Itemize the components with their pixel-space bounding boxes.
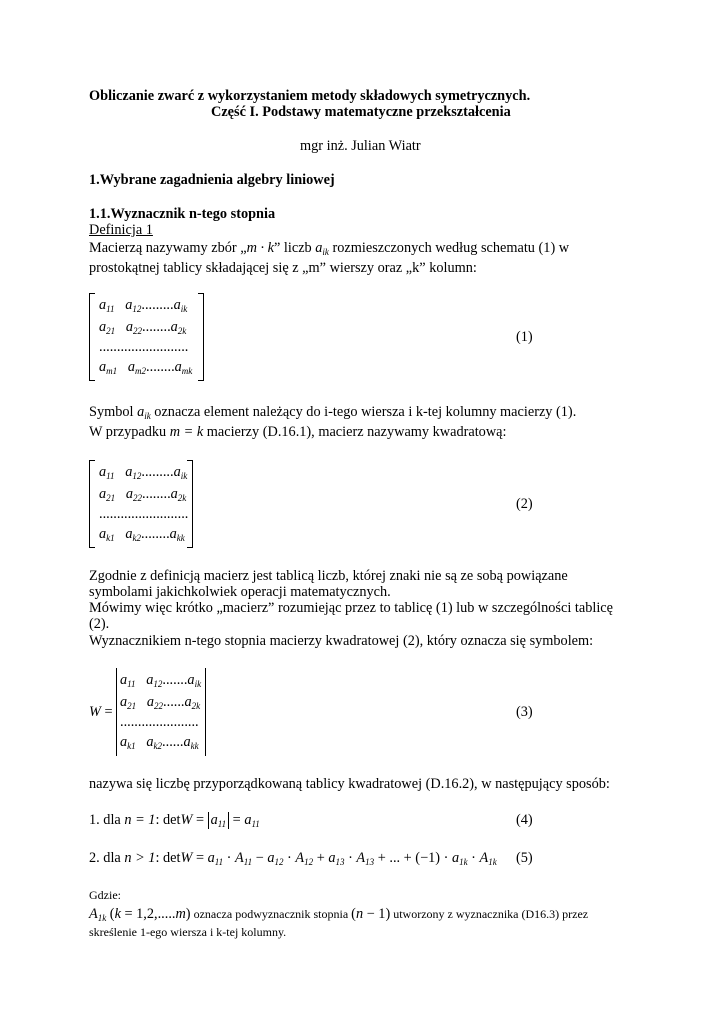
paragraph-text-line: (2).	[89, 616, 110, 632]
text-run: utworzony z wyznacznika (D16.3) przez	[393, 907, 589, 921]
paragraph-text-line: Zgodnie z definicją macierz jest tablicą liczb, której znaki nie są ze sobą powiązane	[89, 568, 568, 584]
math-n-greater-1: n > 1	[124, 850, 156, 866]
equation-number-3: (3)	[516, 704, 533, 720]
matrix-row: $a_{11}$ $a_{12}.......a_{ik}$	[120, 672, 202, 689]
where-definition-line2: skreślenie 1-ego wiersza i k-tej kolumny.	[89, 925, 287, 939]
equation-number-4: (4)	[516, 812, 533, 828]
text-run: :	[155, 850, 163, 866]
matrix-row: $a_{21}$ $a_{22}........a_{2k}$	[99, 319, 187, 336]
matrix-2	[89, 460, 193, 548]
bracket-right	[198, 293, 204, 381]
where-definition-line1: $A_{1k}$ (k = 1,2,.....m) oznacza podwyznacznik stopnia (n − 1) utworzony z wyznacznika (D16.3) przez	[89, 906, 589, 923]
matrix-row: $a_{11}$ $a_{12}.........a_{ik}$	[99, 464, 188, 481]
equation-number-5: (5)	[516, 850, 533, 866]
where-label: Gdzie:	[89, 888, 121, 902]
paragraph-symbol	[89, 404, 576, 421]
matrix-1	[89, 293, 204, 381]
section-heading-1-1: 1.1.Wyznacznik n-tego stopnia	[89, 206, 276, 222]
text-run: Macierzą nazywamy zbór „	[89, 240, 247, 256]
text-run: oznacza podwyznacznik stopnia	[193, 907, 352, 921]
paragraph-square-matrix	[89, 424, 506, 441]
matrix-row: $a_{11}$ $a_{12}.........a_{ik}$	[99, 297, 188, 314]
paragraph-text-line: symbolami jakichkolwiek operacji matematycznych.	[89, 584, 391, 600]
det-bar-right	[205, 668, 206, 756]
determinant-lhs: W =	[89, 704, 113, 720]
definition-label: Definicja 1	[89, 222, 153, 238]
paragraph-definition-line2: prostokątnej tablicy składającej się z „m” wierszy oraz „k” kolumn:	[89, 260, 477, 276]
equation-number-1: (1)	[516, 329, 533, 345]
document-title-line1: Obliczanie zwarć z wykorzystaniem metody składowych symetrycznych.	[89, 88, 531, 104]
text-run: rozmieszczonych według schematu (1) w	[328, 240, 570, 256]
math-a-ik: $a_{ik}$	[137, 404, 151, 421]
determinant-3	[116, 668, 206, 756]
matrix-row: $a_{m1}$ $a_{m2}........a_{mk}$	[99, 359, 193, 376]
bracket-right	[187, 460, 193, 548]
matrix-row: .........................	[99, 506, 189, 522]
text-run: Symbol	[89, 404, 138, 420]
equation-number-2: (2)	[516, 496, 533, 512]
det-bar-left	[116, 668, 117, 756]
math-m-times-k: m · k	[246, 240, 274, 256]
document-title-line2: Część I. Podstawy matematyczne przekształcenia	[211, 104, 511, 120]
bracket-left	[89, 460, 95, 548]
bracket-left	[89, 293, 95, 381]
text-run: macierzy (D.16.1), macierz nazywamy kwadratową:	[203, 424, 507, 440]
rule-1: 1. dla n = 1: $\det W = a_{11} = a_{11}$	[89, 812, 260, 829]
paragraph-definition-line1	[89, 240, 569, 257]
math-m-equals-k: m = k	[169, 424, 204, 440]
text-run: ” liczb	[273, 240, 316, 256]
text-run: 1. dla	[89, 812, 125, 828]
text-run: det	[162, 850, 181, 866]
rule-2: 2. dla n > 1: $\det W = a_{11} \cdot A_{11} - a_{12} \cdot A_{12} + a_{13} \cdot A_{13}$ + ... + $(-1) \cdot a_{1k} \cdot A_{1k}$	[89, 850, 497, 867]
matrix-row: $a_{21}$ $a_{22}........a_{2k}$	[99, 486, 187, 503]
section-heading-1: 1.Wybrane zagadnienia algebry liniowej	[89, 172, 335, 188]
paragraph-text-line: Mówimy więc krótko „macierz” rozumiejąc przez to tablicę (1) lub w szczególności tablicę	[89, 600, 613, 616]
math-a-ik: $a_{ik}$	[315, 240, 329, 257]
author: mgr inż. Julian Wiatr	[300, 138, 421, 154]
text-run: det	[162, 812, 181, 828]
text-run: oznacza element należący do i-tego wiersza i k-tej kolumny macierzy (1).	[150, 404, 577, 420]
abs-value: $a_{11}$	[208, 812, 230, 829]
matrix-row: $a_{21}$ $a_{22}......a_{2k}$	[120, 694, 201, 711]
matrix-row: $a_{k1}$ $a_{k2}......a_{kk}$	[120, 734, 199, 751]
text-run: W przypadku	[89, 424, 170, 440]
matrix-row: .........................	[99, 339, 189, 355]
paragraph-text-line: Wyznacznikiem n-tego stopnia macierzy kwadratowej (2), który oznacza się symbolem:	[89, 633, 594, 649]
text-run: :	[155, 812, 163, 828]
paragraph-text-line: nazywa się liczbę przyporządkowaną tablicy kwadratowej (D.16.2), w następujący sposób:	[89, 776, 610, 792]
text-run: 2. dla	[89, 850, 125, 866]
matrix-row: ......................	[120, 714, 199, 730]
math-n-equals-1: n = 1	[124, 812, 156, 828]
matrix-row: $a_{k1}$ $a_{k2}........a_{kk}$	[99, 526, 185, 543]
